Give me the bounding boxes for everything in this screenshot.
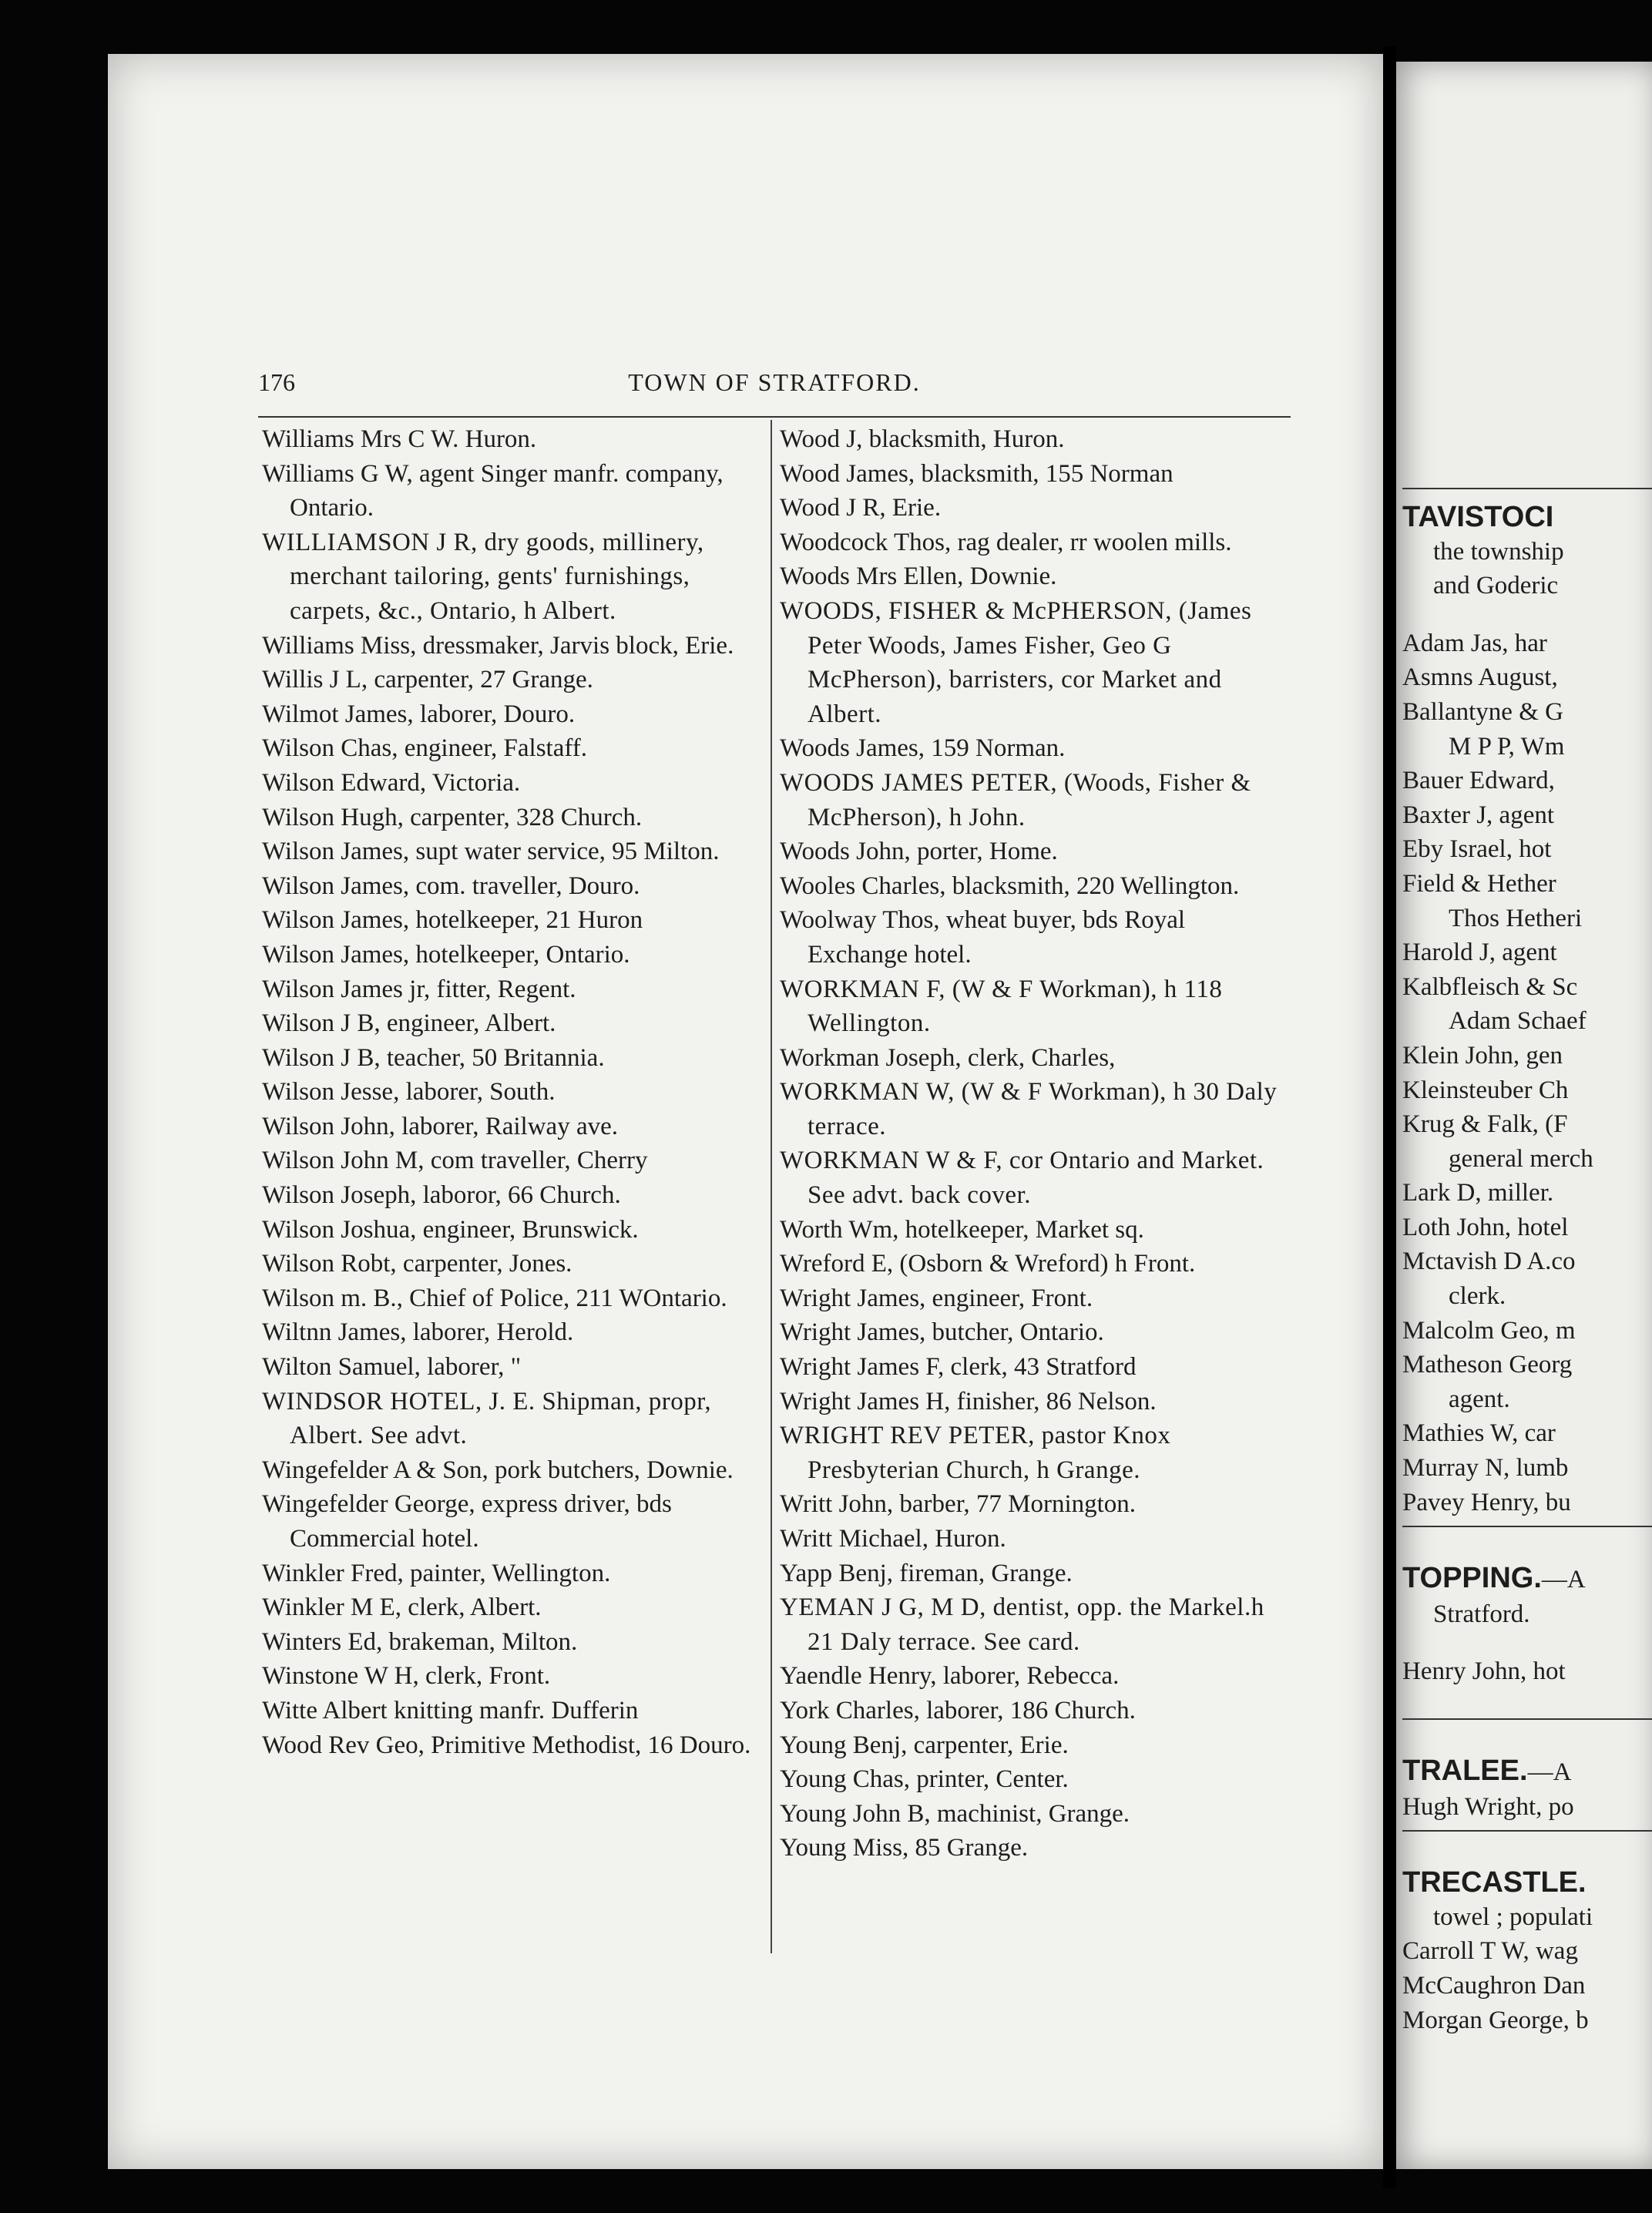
directory-entry: Wilson John, laborer, Railway ave.: [262, 1112, 618, 1140]
section-heading-tavistock: TAVISTOCI: [1402, 501, 1554, 533]
directory-entry: Young Benj, carpenter, Erie.: [780, 1731, 1069, 1759]
directory-entry: Wilson James jr, fitter, Regent.: [262, 975, 576, 1003]
section-heading-topping: TOPPING.: [1402, 1562, 1542, 1595]
directory-entry: Lark D, miller.: [1402, 1179, 1554, 1207]
directory-entry: Woolway Thos, wheat buyer, bds Royal Exchange hotel.: [780, 906, 1186, 969]
directory-entry: Wilson Jesse, laborer, South.: [262, 1078, 556, 1106]
directory-entry: Klein John, gen: [1402, 1041, 1563, 1070]
directory-entry: Wilson James, hotelkeeper, Ontario.: [262, 940, 630, 969]
tavistock-line: the township: [1433, 537, 1564, 566]
directory-entry: Winkler Fred, painter, Wellington.: [262, 1559, 611, 1587]
rule: [1402, 1526, 1652, 1527]
directory-entry: Writt Michael, Huron.: [780, 1525, 1006, 1553]
directory-entry: Thos Hetheri: [1449, 904, 1583, 932]
directory-entry: Wood James, blacksmith, 155 Norman: [780, 459, 1174, 488]
directory-entry: WRIGHT REV PETER, pastor Knox Presbyterian Church, h Grange.: [780, 1422, 1171, 1484]
directory-entry: Wilson James, hotelkeeper, 21 Huron: [262, 906, 643, 935]
directory-entry: M P P, Wm: [1449, 732, 1565, 761]
directory-entry: Bauer Edward,: [1402, 767, 1555, 795]
directory-entry: agent.: [1449, 1385, 1510, 1413]
directory-entry: WORKMAN F, (W & F Workman), h 118 Wellington.: [780, 975, 1223, 1038]
directory-entry: WORKMAN W & F, cor Ontario and Market. See advt. back cover.: [780, 1147, 1264, 1210]
directory-entry: Wright James H, finisher, 86 Nelson.: [780, 1387, 1157, 1415]
directory-entry: Woodcock Thos, rag dealer, rr woolen mills.: [780, 528, 1232, 556]
directory-entry: Ballantyne & G: [1402, 697, 1563, 726]
directory-entry: Malcolm Geo, m: [1402, 1316, 1576, 1345]
tralee-line: Hugh Wright, po: [1402, 1792, 1574, 1821]
directory-entry: Wilson Chas, engineer, Falstaff.: [262, 734, 587, 763]
directory-entry: Wilson Edward, Victoria.: [262, 768, 521, 797]
right-page: [1396, 62, 1652, 2169]
right-page-content: [1402, 482, 1652, 2037]
directory-entry: Wilson John M, com traveller, Cherry: [262, 1147, 648, 1175]
directory-entry: Wilmot James, laborer, Douro.: [262, 700, 576, 728]
directory-entry: Asmns August,: [1402, 663, 1558, 692]
directory-entry: Field & Hether: [1402, 869, 1556, 898]
directory-entry: Wilson J B, engineer, Albert.: [262, 1009, 556, 1038]
directory-entry: YEMAN J G, M D, dentist, opp. the Markel.h 21 Daly terrace. See card.: [780, 1593, 1264, 1656]
directory-entry: Eby Israel, hot: [1402, 835, 1552, 864]
directory-column-left: [262, 422, 767, 1762]
directory-entry: Williams G W, agent Singer manfr. company, Ontario.: [262, 459, 724, 522]
directory-entry: Woods Mrs Ellen, Downie.: [780, 562, 1057, 591]
directory-entry: Wilson Hugh, carpenter, 328 Church.: [262, 803, 643, 831]
page-title: TOWN OF STRATFORD.: [628, 368, 921, 396]
directory-entry: Yaendle Henry, laborer, Rebecca.: [780, 1662, 1120, 1691]
directory-entry: Woods John, porter, Home.: [780, 838, 1058, 866]
directory-entry: Wright James F, clerk, 43 Stratford: [780, 1353, 1137, 1382]
directory-entry: Wilson James, com. traveller, Douro.: [262, 871, 640, 900]
directory-entry: Wilson James, supt water service, 95 Milton.: [262, 838, 720, 866]
tavistock-line: and Goderic: [1433, 572, 1559, 600]
directory-entry: Harold J, agent: [1402, 939, 1557, 967]
directory-entry: Wright James, engineer, Front.: [780, 1284, 1093, 1312]
directory-entry: general merch: [1449, 1144, 1593, 1173]
directory-entry: Morgan George, b: [1402, 2006, 1589, 2034]
directory-entry: McCaughron Dan: [1402, 1971, 1586, 2000]
directory-entry: Woods James, 159 Norman.: [780, 734, 1066, 763]
directory-entry: Willis J L, carpenter, 27 Grange.: [262, 666, 593, 694]
directory-entry: Kleinsteuber Ch: [1402, 1076, 1569, 1104]
directory-entry: Wilson Joseph, laboror, 66 Church.: [262, 1181, 621, 1210]
directory-entry: Wreford E, (Osborn & Wreford) h Front.: [780, 1250, 1196, 1278]
directory-column-right: [780, 422, 1288, 1865]
directory-entry: Wooles Charles, blacksmith, 220 Wellington.: [780, 871, 1240, 900]
directory-entry: Winstone W H, clerk, Front.: [262, 1662, 551, 1691]
directory-entry: Witte Albert knitting manfr. Dufferin: [262, 1696, 639, 1724]
directory-entry: Williams Mrs C W. Huron.: [262, 425, 537, 453]
section-heading-tralee-tail: —A: [1527, 1758, 1572, 1786]
directory-entry: WOODS JAMES PETER, (Woods, Fisher & McPherson), h John.: [780, 768, 1251, 831]
column-divider: [771, 420, 772, 1953]
topping-line: Stratford.: [1433, 1600, 1530, 1628]
directory-entry: Wingefelder George, express driver, bds Commercial hotel.: [262, 1490, 672, 1553]
directory-entry: Wood J R, Erie.: [780, 494, 942, 522]
directory-entry: Wiltnn James, laborer, Herold.: [262, 1318, 574, 1347]
directory-entry: York Charles, laborer, 186 Church.: [780, 1696, 1136, 1724]
directory-entry: Wilton Samuel, laborer, ": [262, 1353, 522, 1382]
rule: [1402, 1830, 1652, 1832]
section-topping: [1402, 1561, 1652, 1597]
directory-entry: Workman Joseph, clerk, Charles,: [780, 1043, 1116, 1072]
directory-entry: Wright James, butcher, Ontario.: [780, 1318, 1104, 1347]
directory-entry: Young Miss, 85 Grange.: [780, 1834, 1029, 1862]
section-heading-trecastle: TRECASTLE.: [1402, 1866, 1587, 1899]
directory-entry: Wood Rev Geo, Primitive Methodist, 16 Douro.: [262, 1731, 751, 1759]
header-rule: [258, 416, 1291, 418]
directory-entry: Krug & Falk, (F: [1402, 1110, 1568, 1139]
directory-entry: clerk.: [1449, 1282, 1506, 1311]
directory-entry: Wilson m. B., Chief of Police, 211 WOntario.: [262, 1284, 727, 1312]
trecastle-line: towel ; populati: [1433, 1902, 1593, 1931]
section-heading-tralee: TRALEE.: [1402, 1755, 1528, 1787]
section-heading-topping-tail: —A: [1541, 1566, 1586, 1594]
directory-entry: Mathies W, car: [1402, 1419, 1556, 1448]
directory-entry: Winkler M E, clerk, Albert.: [262, 1593, 542, 1622]
directory-entry: Henry John, hot: [1402, 1657, 1566, 1686]
directory-entry: WINDSOR HOTEL, J. E. Shipman, propr, Albert. See advt.: [262, 1387, 712, 1450]
directory-entry: Mctavish D A.co: [1402, 1248, 1576, 1276]
directory-entry: Young Chas, printer, Center.: [780, 1765, 1069, 1794]
directory-entry: Baxter J, agent: [1402, 801, 1555, 829]
rule: [1402, 488, 1652, 489]
directory-entry: Kalbfleisch & Sc: [1402, 972, 1578, 1001]
directory-entry: Matheson Georg: [1402, 1351, 1573, 1379]
directory-entry: Loth John, hotel: [1402, 1213, 1569, 1241]
directory-entry: Murray N, lumb: [1402, 1454, 1569, 1483]
directory-entry: Pavey Henry, bu: [1402, 1488, 1571, 1516]
directory-entry: Worth Wm, hotelkeeper, Market sq.: [780, 1215, 1144, 1244]
page-header: [258, 368, 1291, 407]
directory-entry: Winters Ed, brakeman, Milton.: [262, 1627, 578, 1656]
directory-entry: Adam Jas, har: [1402, 629, 1547, 657]
directory-entry: Wood J, blacksmith, Huron.: [780, 425, 1065, 453]
book-gutter: [1383, 46, 1396, 2188]
directory-entry: Adam Schaef: [1449, 1007, 1587, 1036]
directory-entry: Wilson Robt, carpenter, Jones.: [262, 1250, 572, 1278]
directory-entry: WILLIAMSON J R, dry goods, millinery, merchant tailoring, gents' furnishings, carpets, &c., Ontario, h Albert.: [262, 528, 704, 625]
directory-entry: Young John B, machinist, Grange.: [780, 1799, 1130, 1828]
directory-entry: Wingefelder A & Son, pork butchers, Downie.: [262, 1456, 734, 1484]
directory-entry: Wilson J B, teacher, 50 Britannia.: [262, 1043, 605, 1072]
page-number: 176: [258, 368, 295, 396]
directory-entry: Writt John, barber, 77 Mornington.: [780, 1490, 1137, 1519]
directory-entry: Carroll T W, wag: [1402, 1937, 1578, 1966]
directory-entry: WORKMAN W, (W & F Workman), h 30 Daly terrace.: [780, 1078, 1278, 1140]
rule: [1402, 1718, 1652, 1720]
directory-entry: Williams Miss, dressmaker, Jarvis block, Erie.: [262, 631, 734, 660]
directory-entry: Yapp Benj, fireman, Grange.: [780, 1559, 1073, 1587]
directory-entry: WOODS, FISHER & McPHERSON, (James Peter Woods, James Fisher, Geo G McPherson), barristers, cor Market and Albert.: [780, 596, 1252, 728]
directory-entry: Wilson Joshua, engineer, Brunswick.: [262, 1215, 639, 1244]
section-tralee: [1402, 1754, 1652, 1790]
